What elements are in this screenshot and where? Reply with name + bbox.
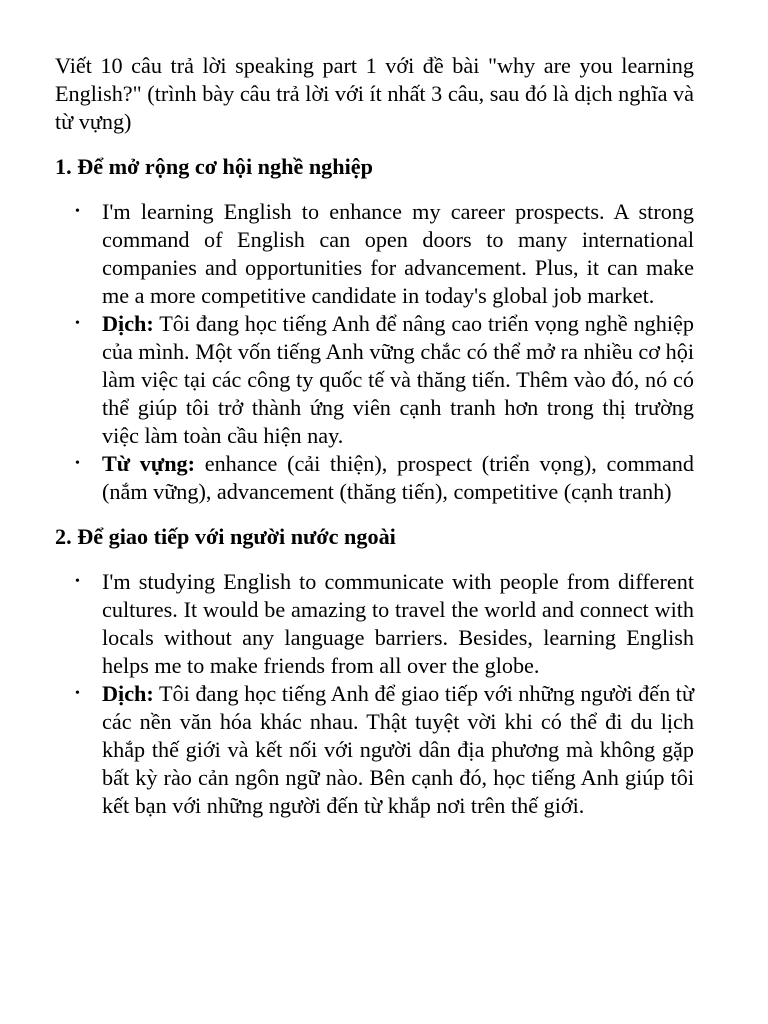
answer-text: I'm studying English to communicate with people from different cultures. It would be amazing to travel the world and connect with locals without any language barriers. Besides, learning English helps me to make friends from all over the globe.: [102, 569, 694, 678]
translation-text: Tôi đang học tiếng Anh để nâng cao triển vọng nghề nghiệp của mình. Một vốn tiếng Anh vững chắc có thể mở ra nhiều cơ hội làm việc tại các công ty quốc tế và thăng tiến. Thêm vào đó, nó có thể giúp tôi trở thành ứng viên cạnh tranh hơn trong thị trường việc làm toàn cầu hiện nay.: [102, 311, 694, 448]
section-2-bullet-list: [55, 568, 694, 820]
vocabulary-label: Từ vựng:: [102, 451, 196, 476]
bullet-icon: •: [75, 316, 80, 331]
translation-bullet: [55, 310, 694, 450]
bullet-icon: •: [75, 574, 80, 589]
intro-paragraph: Viết 10 câu trả lời speaking part 1 với đề bài "why are you learning English?" (trình bày câu trả lời với ít nhất 3 câu, sau đó là dịch nghĩa và từ vựng): [55, 53, 694, 134]
vocabulary-text: enhance (cải thiện), prospect (triển vọng), command (nắm vững), advancement (thăng tiến), competitive (cạnh tranh): [102, 451, 694, 504]
bullet-icon: •: [75, 456, 80, 471]
bullet-icon: •: [75, 204, 80, 219]
translation-label: Dịch:: [102, 681, 154, 706]
translation-label: Dịch:: [102, 311, 154, 336]
section-heading-2: 2. Để giao tiếp với người nước ngoài: [55, 524, 396, 549]
vocabulary-bullet: [55, 450, 694, 506]
section-1-bullet-list: [55, 198, 694, 506]
translation-text: Tôi đang học tiếng Anh để giao tiếp với những người đến từ các nền văn hóa khác nhau. Thật tuyệt vời khi có thể đi du lịch khắp thế giới và kết nối với người dân địa phương mà không gặp bất kỳ rào cản ngôn ngữ nào. Bên cạnh đó, học tiếng Anh giúp tôi kết bạn với những người đến từ khắp nơi trên thế giới.: [102, 681, 694, 818]
bullet-icon: •: [75, 686, 80, 701]
answer-bullet: [55, 568, 694, 680]
translation-bullet: [55, 680, 694, 820]
answer-bullet: [55, 198, 694, 310]
document-page: [55, 52, 694, 820]
section-heading-1: 1. Để mở rộng cơ hội nghề nghiệp: [55, 154, 373, 179]
answer-text: I'm learning English to enhance my career prospects. A strong command of English can open doors to many international companies and opportunities for advancement. Plus, it can make me a more competitive candidate in today's global job market.: [102, 199, 694, 308]
